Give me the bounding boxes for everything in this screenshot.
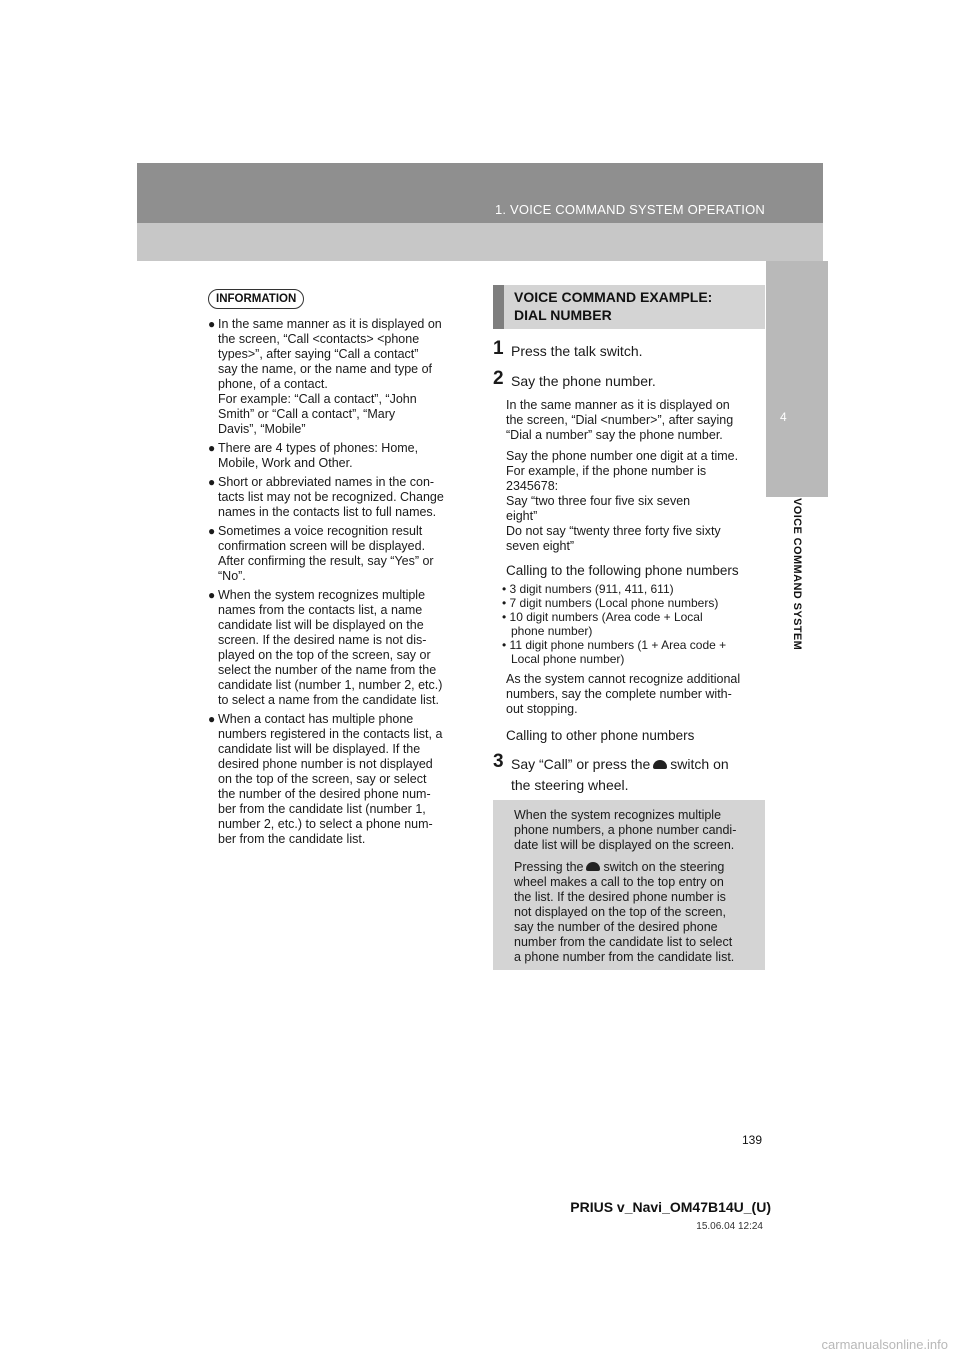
text-line: After confirming the result, say “Yes” or	[218, 554, 434, 568]
text-line: phone numbers, a phone number candi-	[514, 823, 737, 837]
text-line: desired phone number is not displayed	[218, 757, 433, 771]
note-paragraph	[501, 860, 757, 965]
text-line: “No”.	[218, 569, 246, 583]
text-line: eight”	[506, 509, 538, 523]
text-line: ber from the candidate list (number 1,	[218, 802, 426, 816]
text-line: When a contact has multiple phone	[218, 712, 414, 726]
phone-icon	[653, 760, 667, 769]
list-item: • 3 digit numbers (911, 411, 611)	[502, 582, 674, 596]
text-line: seven eight”	[506, 539, 575, 553]
header-band	[137, 163, 823, 261]
list-item: • 10 digit numbers (Area code + Local	[502, 610, 703, 624]
bullet-icon: ●	[208, 441, 216, 455]
text-line: a phone number from the candidate list.	[514, 950, 735, 964]
text-line: 2345678:	[506, 479, 559, 493]
section-header-title: 1. VOICE COMMAND SYSTEM OPERATION	[494, 202, 765, 217]
info-item-number-candidates	[208, 712, 466, 847]
text-line: Mobile, Work and Other.	[218, 456, 353, 470]
text-line: phone, of a contact.	[218, 377, 328, 391]
step-text: Say “Call” or press the	[511, 756, 651, 772]
text-line: confirmation screen will be displayed.	[218, 539, 426, 553]
text-line: tacts list may not be recognized. Change	[218, 490, 444, 504]
list-item-continuation: phone number)	[511, 624, 593, 638]
info-item-name-candidates	[208, 588, 466, 708]
text-line: Do not say “twenty three forty five sixty	[506, 524, 721, 538]
text-line: Short or abbreviated names in the con-	[218, 475, 435, 489]
text-line: Davis”, “Mobile”	[218, 422, 306, 436]
information-column	[208, 289, 466, 847]
bullet-icon: ●	[208, 712, 216, 726]
text-line: the list. If the desired phone number is	[514, 890, 726, 904]
text-line: candidate list will be displayed on the	[218, 618, 424, 632]
watermark: carmanualsonline.info	[821, 1337, 948, 1352]
bullet-one-digit	[493, 449, 765, 554]
arrow-text: Calling to other phone numbers	[506, 728, 695, 743]
info-item-confirmation	[208, 524, 466, 584]
text-line: select the number of the name from the	[218, 663, 437, 677]
step-number: 2	[493, 368, 504, 389]
text-line: ber from the candidate list.	[218, 832, 366, 846]
step-3	[493, 751, 765, 796]
bullet-icon: ●	[208, 317, 216, 331]
text-line: the screen, “Call <contacts> <phone	[218, 332, 420, 346]
section-heading	[493, 285, 765, 329]
text-line: Sometimes a voice recognition result	[218, 524, 423, 538]
text-line: number 2, etc.) to select a phone num-	[218, 817, 433, 831]
text-line: Say “two three four five six seven	[506, 494, 691, 508]
info-item-contact-name	[208, 317, 466, 437]
step-number: 1	[493, 338, 504, 359]
text-line: played on the top of the screen, say or	[218, 648, 431, 662]
text-line: Say the phone number one digit at a time.	[506, 449, 739, 463]
text-line: screen. If the desired name is not dis-	[218, 633, 427, 647]
step-1	[493, 338, 765, 362]
heading-line: VOICE COMMAND EXAMPLE:	[514, 289, 713, 305]
text-line: names from the contacts list, a name	[218, 603, 423, 617]
text-line: In the same manner as it is displayed on	[506, 398, 730, 412]
text-line: wheel makes a call to the top entry on	[514, 875, 724, 889]
list-item: • 7 digit numbers (Local phone numbers)	[502, 596, 719, 610]
text-fragment: switch on the steering	[603, 860, 725, 874]
text-line: say the name, or the name and type of	[218, 362, 433, 376]
note-paragraph	[501, 808, 757, 853]
arrow-text: Calling to the following phone numbers	[506, 563, 739, 578]
text-line: on the top of the screen, say or select	[218, 772, 427, 786]
number-format-list	[493, 582, 765, 666]
information-badge: INFORMATION	[208, 289, 304, 309]
dial-number-column	[493, 285, 765, 796]
bullet-icon: ●	[208, 475, 216, 489]
header-strip	[137, 163, 823, 223]
list-item-continuation: Local phone number)	[511, 652, 625, 666]
text-line: not displayed on the top of the screen,	[514, 905, 726, 919]
info-item-phone-types	[208, 441, 466, 471]
step-text: Press the talk switch.	[511, 343, 643, 359]
heading-line: DIAL NUMBER	[514, 307, 612, 323]
step-number: 3	[493, 751, 504, 772]
text-line: the number of the desired phone num-	[218, 787, 431, 801]
bullet-icon: ●	[208, 588, 216, 602]
text-line: types>”, after saying “Call a contact”	[218, 347, 419, 361]
info-item-short-names	[208, 475, 466, 520]
text-line: In the same manner as it is displayed on	[218, 317, 442, 331]
step-text: the steering wheel.	[511, 777, 629, 793]
text-line: When the system recognizes multiple	[218, 588, 426, 602]
text-line: As the system cannot recognize additional	[506, 672, 741, 686]
step-text: switch on	[670, 756, 729, 772]
text-line: number from the candidate list to select	[514, 935, 733, 949]
text-fragment: Pressing the	[514, 860, 584, 874]
text-line: “Dial a number” say the phone number.	[506, 428, 723, 442]
text-line: say the number of the desired phone	[514, 920, 718, 934]
document-id: PRIUS v_Navi_OM47B14U_(U)	[570, 1199, 771, 1215]
bullet-dial-number	[493, 398, 765, 443]
text-line: candidate list will be displayed. If the	[218, 742, 421, 756]
bullet-icon: ●	[208, 524, 216, 538]
text-line: names in the contacts list to full names.	[218, 505, 437, 519]
text-line: For example: “Call a contact”, “John	[218, 392, 417, 406]
chapter-tab	[766, 261, 828, 497]
text-line: Smith” or “Call a contact”, “Mary	[218, 407, 396, 421]
text-line: For example, if the phone number is	[506, 464, 707, 478]
text-line: date list will be displayed on the screen.	[514, 838, 735, 852]
arrow-item-other-numbers	[493, 727, 765, 744]
text-line: There are 4 types of phones: Home,	[218, 441, 419, 455]
text-line: numbers, say the complete number with-	[506, 687, 732, 701]
note-box	[493, 800, 765, 970]
step-text: Say the phone number.	[511, 373, 656, 389]
chapter-number: 4	[780, 410, 787, 424]
page-number: 139	[742, 1133, 763, 1147]
arrow-item-following-numbers	[493, 562, 765, 579]
text-line: to select a name from the candidate list.	[218, 693, 439, 707]
text-line: numbers registered in the contacts list, a	[218, 727, 443, 741]
text-line: out stopping.	[506, 702, 578, 716]
chapter-label: VOICE COMMAND SYSTEM	[791, 498, 803, 651]
text-line: When the system recognizes multiple	[514, 808, 722, 822]
list-item: • 11 digit phone numbers (1 + Area code +	[502, 638, 727, 652]
phone-icon	[586, 862, 600, 871]
text-line: the screen, “Dial <number>”, after saying	[506, 413, 734, 427]
step-2	[493, 368, 765, 392]
print-date: 15.06.04 12:24	[696, 1221, 763, 1232]
bullet-additional-numbers	[493, 672, 765, 717]
text-line: candidate list (number 1, number 2, etc.)	[218, 678, 443, 692]
